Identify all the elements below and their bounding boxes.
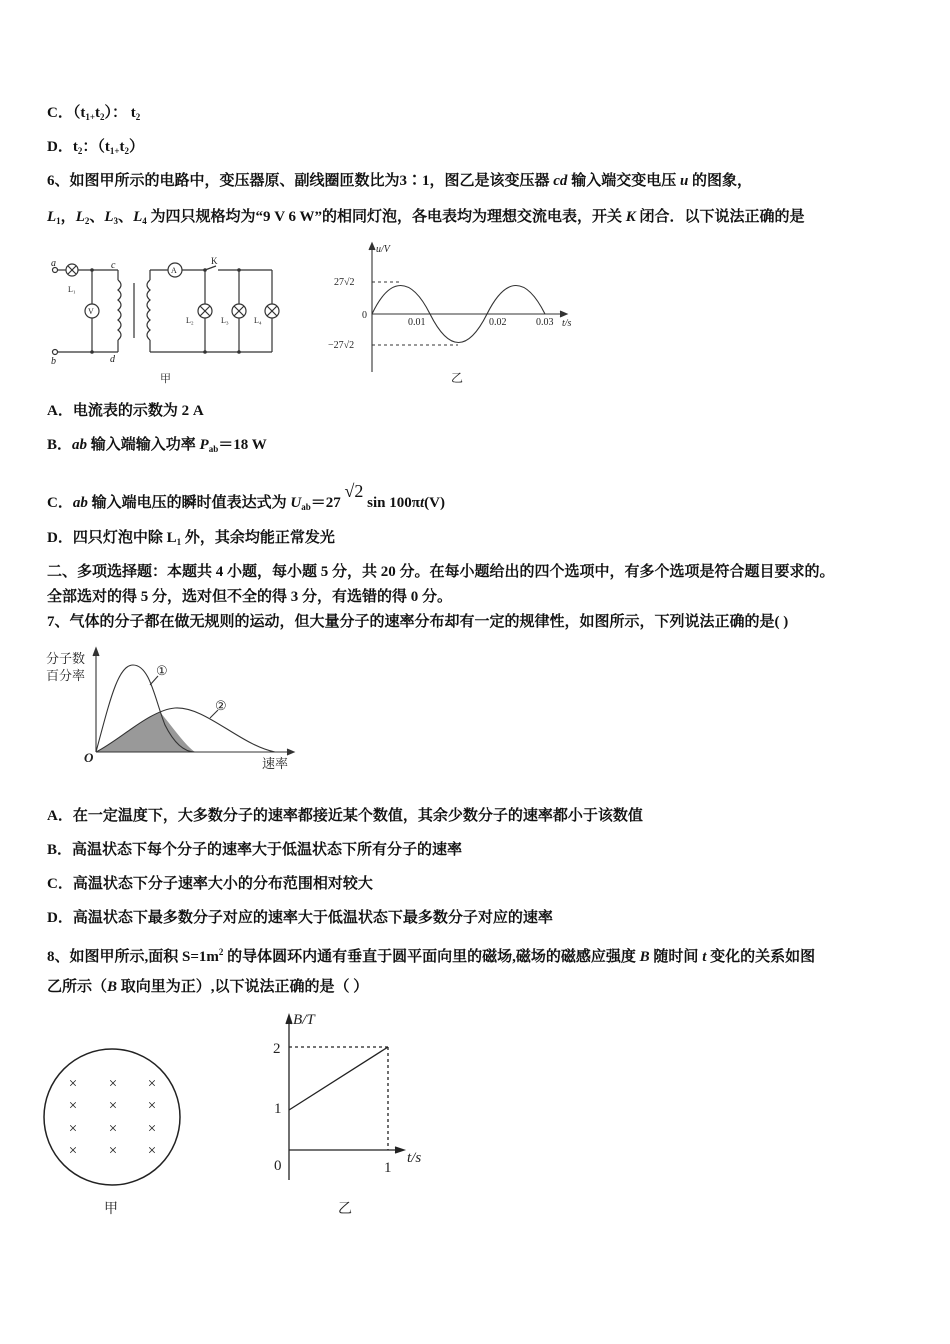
b-axis-label: B/T <box>293 1012 315 1028</box>
overlap-shaded-area <box>96 712 195 752</box>
magnetic-ring-diagram <box>44 1049 180 1217</box>
text-fragment: 2 <box>84 216 90 226</box>
text-fragment: ：（t <box>82 139 110 155</box>
ring-caption: 甲 <box>104 1202 118 1217</box>
text-fragment: 4 <box>142 216 147 226</box>
text-fragment: ， <box>60 209 76 225</box>
text-fragment: B <box>639 949 650 965</box>
text-fragment: 外，其余均能正常发光 <box>181 530 335 546</box>
q7-option-d <box>47 908 553 928</box>
text-fragment: cd <box>553 173 568 189</box>
text-fragment: 变化的关系如图 <box>706 949 816 965</box>
text-fragment: D．高温状态下最多数分子对应的速率大于低温状态下最多数分子对应的速率 <box>47 910 553 926</box>
text-fragment: 闭合．以下说法正确的是 <box>635 209 805 225</box>
graph-caption: 乙 <box>338 1202 352 1217</box>
graph-min-label: −27√2 <box>328 340 355 351</box>
secondary-coil <box>147 280 150 340</box>
text-fragment: 1 <box>56 216 61 226</box>
text-fragment: sin 100π <box>363 495 420 511</box>
lamp-l2-icon <box>198 304 212 318</box>
text-fragment: 3 <box>113 216 119 226</box>
text-fragment: 、 <box>118 209 134 225</box>
field-into-page-icon: × <box>108 1143 118 1159</box>
sine-wave <box>372 286 545 343</box>
switch-k-label: K <box>211 256 218 266</box>
text-fragment: ab <box>72 437 88 453</box>
primary-coil <box>118 280 121 340</box>
text-fragment: ＝27 <box>310 495 345 511</box>
q7-option-c <box>47 874 373 894</box>
curve-2 <box>96 708 275 752</box>
text-fragment: B <box>107 979 118 995</box>
text-fragment: D．t <box>47 139 78 155</box>
curve-1-label: ① <box>156 663 168 678</box>
q7-stem <box>47 612 788 632</box>
x-tick-1: 1 <box>384 1160 392 1176</box>
voltmeter-label: V <box>88 307 94 316</box>
graph-x-tick: 0.03 <box>536 317 554 328</box>
text-fragment: P <box>199 437 209 453</box>
lamp-l3-label: L₃ <box>221 316 229 325</box>
text-fragment: 1+ <box>109 146 120 156</box>
text-fragment: (V) <box>424 495 445 511</box>
q6-option-a <box>47 401 204 421</box>
field-into-page-icon: × <box>147 1076 157 1092</box>
text-fragment: ）： t <box>104 105 136 121</box>
text-fragment: 的图象， <box>688 173 753 189</box>
text-fragment: 乙所示（ <box>47 979 108 995</box>
voltage-graph <box>369 243 567 372</box>
graph-zero-label: 0 <box>362 310 367 321</box>
field-into-page-icon: × <box>68 1121 78 1137</box>
y-tick-1: 1 <box>274 1101 282 1117</box>
text-fragment: A．电流表的示数为 2 A <box>47 403 204 419</box>
text-fragment: 8、如图甲所示,面积 S=1m <box>47 949 219 965</box>
text-fragment: A．在一定温度下，大多数分子的速率都接近某个数值，其余少数分子的速率都小于该数值 <box>47 808 643 824</box>
t-axis-label: t/s <box>407 1150 422 1166</box>
text-fragment: L <box>75 209 85 225</box>
figure-yi-caption: 乙 <box>451 371 464 385</box>
text-fragment: K <box>625 209 636 225</box>
y-tick-2: 2 <box>273 1041 281 1057</box>
section-2-heading-2 <box>47 587 452 607</box>
speed-distribution-graph <box>46 648 294 771</box>
text-fragment: 全部选对的得 5 分，选对但不全的得 3 分，有选错的得 0 分。 <box>47 589 453 605</box>
lamp-l3-icon <box>232 304 246 318</box>
q8-stem-1 <box>47 942 815 967</box>
field-into-page-icon: × <box>147 1143 157 1159</box>
b-line <box>289 1047 388 1110</box>
text-fragment: 7、气体的分子都在做无规则的运动，但大量分子的速率分布却有一定的规律性，如图所示，下列说法正确的是( ) <box>47 614 789 630</box>
text-fragment: C．高温状态下分子速率大小的分布范围相对较大 <box>47 876 373 892</box>
q6-option-c <box>47 481 445 517</box>
text-fragment: ） <box>128 139 144 155</box>
field-into-page-icon: × <box>147 1121 157 1137</box>
ammeter-label: A <box>171 266 177 275</box>
text-fragment: 2 <box>135 112 141 122</box>
text-fragment: t <box>119 139 125 155</box>
text-fragment: 2 <box>218 947 224 957</box>
text-fragment: 输入端交变电压 <box>567 173 680 189</box>
text-fragment: t <box>419 495 425 511</box>
text-fragment: ab <box>301 502 311 512</box>
origin-label: O <box>84 750 94 765</box>
field-into-page-icon: × <box>68 1076 78 1092</box>
field-into-page-icon: × <box>147 1098 157 1114</box>
q6-option-b <box>47 435 267 459</box>
text-fragment: ab <box>208 444 219 454</box>
field-into-page-icon: × <box>108 1098 118 1114</box>
text-fragment: 随时间 <box>649 949 703 965</box>
q6-option-d <box>47 528 335 552</box>
text-fragment: 2 <box>99 112 105 122</box>
q6-stem-2 <box>47 207 805 231</box>
switch-k <box>205 266 216 270</box>
graph-x-label: t/s <box>562 318 572 329</box>
text-fragment: ＝18 W <box>218 437 267 453</box>
text-fragment: u <box>679 173 689 189</box>
terminal-a-label: a <box>51 258 56 269</box>
field-into-page-icon: × <box>108 1076 118 1092</box>
graph-x-tick: 0.02 <box>489 317 507 328</box>
q6-stem-1 <box>47 171 752 191</box>
q7-option-a <box>47 806 643 826</box>
field-into-page-icon: × <box>68 1143 78 1159</box>
text-fragment: B． <box>47 437 73 453</box>
text-fragment: L <box>47 209 57 225</box>
figure-jia-caption: 甲 <box>160 373 171 385</box>
q8-stem-2 <box>47 977 368 997</box>
text-fragment: 为四只规格均为“9 V 6 W”的相同灯泡，各电表均为理想交流电表，开关 <box>146 209 626 225</box>
text-fragment: 6、如图甲所示的电路中，变压器原、副线圈匝数比为3∶1，图乙是该变压器 <box>47 173 554 189</box>
text-fragment: 输入端输入功率 <box>87 437 200 453</box>
lamp-l1-label: L₁ <box>68 285 76 294</box>
graph-x-tick: 0.01 <box>408 317 426 328</box>
field-into-page-icon: × <box>68 1098 78 1114</box>
text-fragment: C． <box>47 495 73 511</box>
text-fragment: 2 <box>124 146 129 156</box>
lamp-l1-icon <box>66 264 78 276</box>
text-fragment: L <box>133 209 143 225</box>
text-fragment: 输入端电压的瞬时值表达式为 <box>87 495 291 511</box>
lamp-l4-label: L₄ <box>254 316 262 325</box>
terminal-c-label: c <box>111 260 116 271</box>
curve-1 <box>96 665 195 752</box>
text-fragment: C．（t <box>47 105 86 121</box>
y-axis-label-line2: 百分率 <box>46 668 86 683</box>
text-fragment: 1 <box>176 537 182 547</box>
field-into-page-icon: × <box>108 1121 118 1137</box>
voltmeter-icon <box>85 304 99 318</box>
text-fragment: t <box>702 949 707 965</box>
text-fragment: √2 <box>344 481 364 501</box>
text-fragment: B．高温状态下每个分子的速率大于低温状态下所有分子的速率 <box>47 842 463 858</box>
text-fragment: t <box>94 105 100 121</box>
text-fragment: 1+ <box>85 112 95 122</box>
lamp-l4-icon <box>265 304 279 318</box>
q5-option-c <box>47 103 140 127</box>
lamp-l2-label: L₂ <box>186 316 194 325</box>
graph-y-label: u/V <box>376 244 390 255</box>
y-axis-label-line1: 分子数 <box>46 651 86 666</box>
section-2-heading-1 <box>47 562 835 582</box>
text-fragment: ab <box>72 495 88 511</box>
text-fragment: D．四只灯泡中除 L <box>47 530 177 546</box>
text-fragment: 取向里为正）,以下说法正确的是（ ） <box>117 979 369 995</box>
curve-2-label: ② <box>215 698 227 713</box>
b-t-graph <box>273 1012 421 1217</box>
circuit-diagram <box>53 263 280 355</box>
text-fragment: 的导体圆环内通有垂直于圆平面向里的磁场,磁场的磁感应强度 <box>223 949 640 965</box>
text-fragment: 2 <box>77 146 83 156</box>
ammeter-icon <box>168 263 182 277</box>
text-fragment: 二、多项选择题：本题共 4 小题，每小题 5 分，共 20 分。在每小题给出的四个选项中，有多个选项是符合题目要求的。 <box>47 564 835 580</box>
q5-option-d <box>47 137 144 161</box>
zero-label: 0 <box>274 1158 282 1174</box>
text-fragment: 、 <box>89 209 105 225</box>
q7-option-b <box>47 840 462 860</box>
text-fragment: U <box>290 495 302 511</box>
text-fragment: L <box>104 209 114 225</box>
x-axis-label: 速率 <box>262 756 289 771</box>
terminal-b-label: b <box>51 356 56 367</box>
terminal-d-label: d <box>110 354 115 365</box>
graph-max-label: 27√2 <box>334 277 355 288</box>
